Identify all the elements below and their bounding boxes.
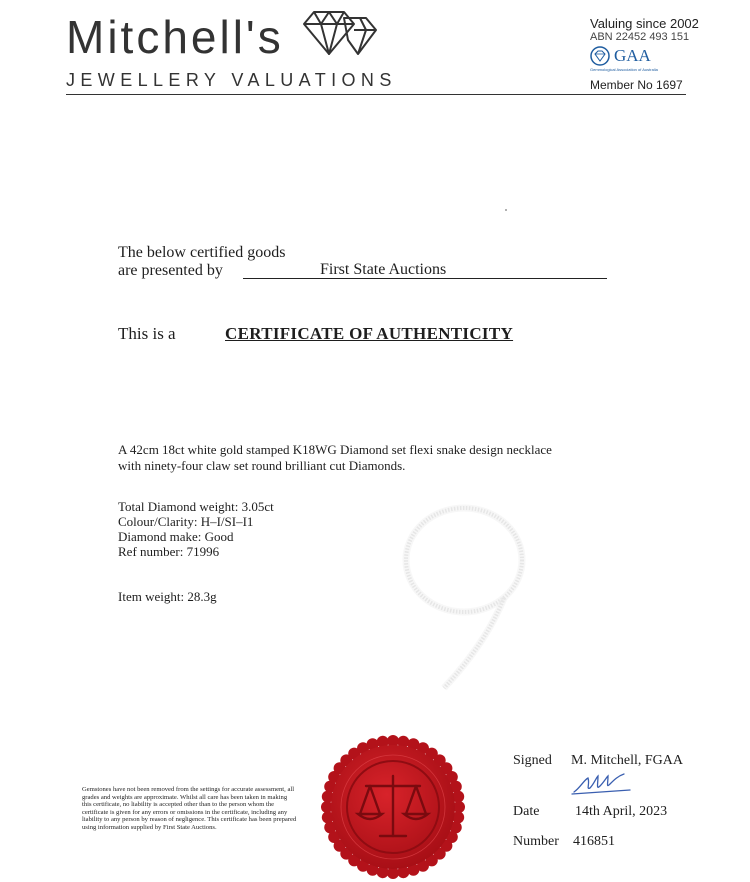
handwritten-signature [570,770,640,796]
member-number: Member No 1697 [590,78,683,92]
spec-diamond-make: Diamond make: Good [118,529,234,544]
wax-seal-scales-icon [318,732,468,882]
disclaimer-text: Gemstones have not been removed from the settings for accurate assessment, all grades and weights are approximate. Whilst all care has been taken in making this certificate, no liability is accepted other than to the person whom the certificate is given for any errors or omissions in the certificate, including any liability to any person by reason of negligence. This certificate has been prepared using information supplied by First State Auctions. [82,786,297,831]
header-rule [66,94,686,95]
number-value: 416851 [573,834,615,849]
gaa-emblem-icon [590,46,610,66]
spec-ref-number: Ref number: 71996 [118,544,220,559]
spec-total-weight: Total Diamond weight: 3.05ct [118,499,274,514]
certificate-title: CERTIFICATE OF AUTHENTICITY [225,324,514,343]
gaa-logo [590,46,651,66]
abn-number: ABN 22452 493 151 [590,31,690,43]
presented-line-2: are presented by [118,262,223,279]
presenter-name: First State Auctions [320,261,447,278]
spec-item-weight: Item weight: 28.3g [118,589,217,604]
date-label: Date [513,804,540,819]
signed-name: M. Mitchell, FGAA [571,753,683,768]
brand-name: Mitchell's [66,11,284,63]
signed-label: Signed [513,753,552,768]
speck-mark [505,209,507,211]
gaa-subtext: Gemmological Association of Australia [590,67,658,72]
brand-tagline: JEWELLERY VALUATIONS [66,70,397,90]
gaa-label: GAA [614,46,651,65]
date-value: 14th April, 2023 [575,804,668,819]
description-line-2: with ninety-four claw set round brilliant cut Diamonds. [118,458,406,473]
number-label: Number [513,834,559,849]
description-line-1: A 42cm 18ct white gold stamped K18WG Diamond set flexi snake design necklace [118,442,552,457]
presented-line-1: The below certified goods [118,244,286,261]
spec-colour-clarity: Colour/Clarity: H–I/SI–I1 [118,514,254,529]
certificate-lead: This is a [118,324,176,343]
necklace-photo [392,498,532,698]
valuing-since: Valuing since 2002 [590,16,699,31]
diamond-outline-icon [300,8,380,60]
